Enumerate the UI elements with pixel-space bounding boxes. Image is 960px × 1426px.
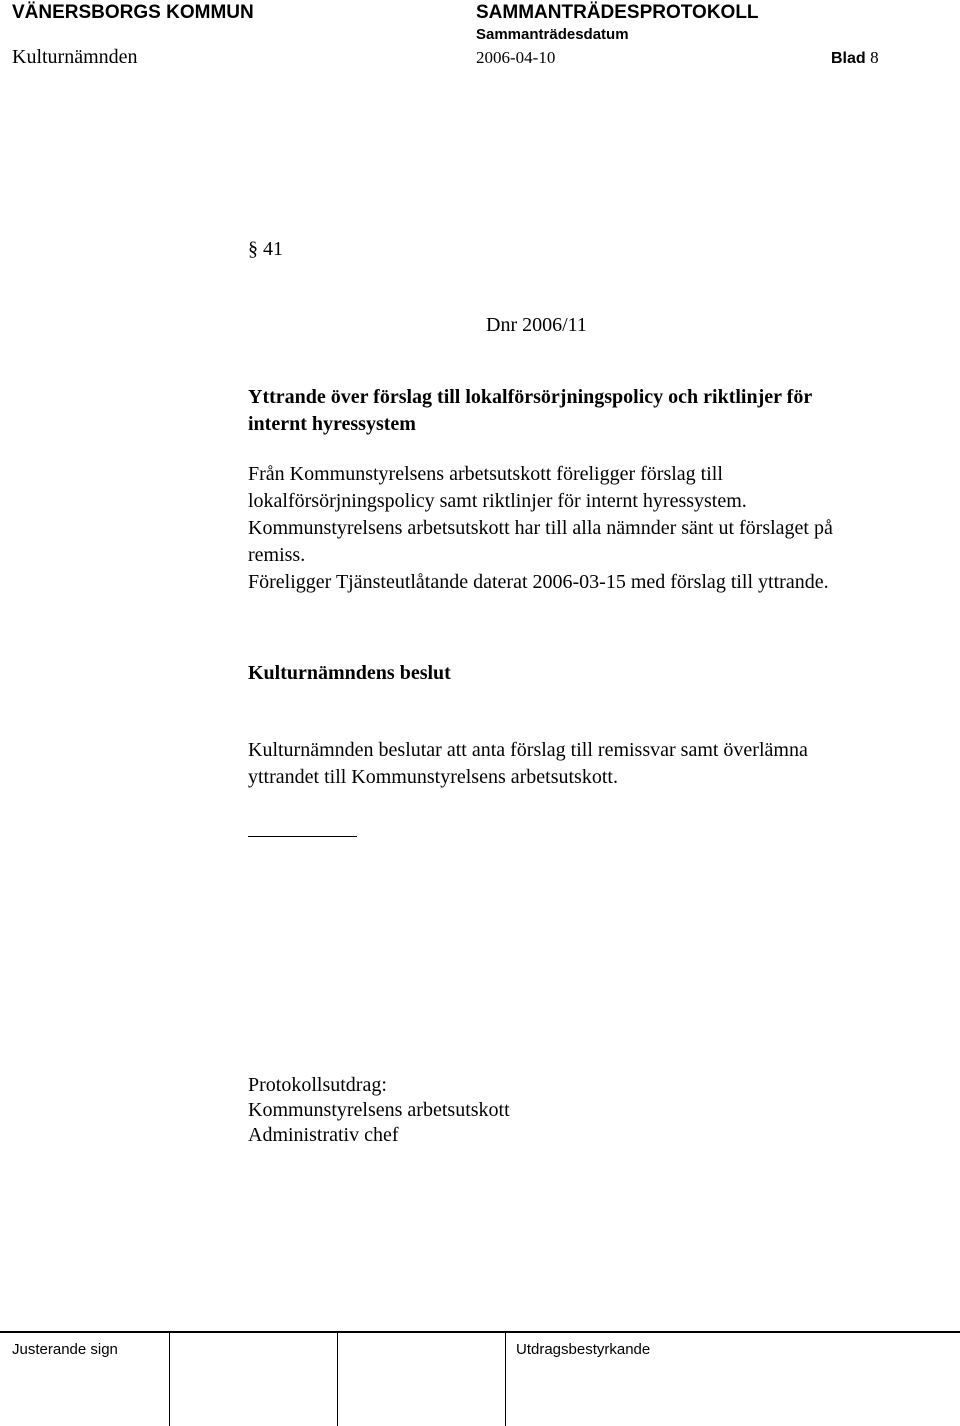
decision-text <box>248 737 908 791</box>
item-title-line: Yttrande över förslag till lokalförsörjningspolicy och riktlinjer för <box>248 386 813 408</box>
item-background <box>248 461 908 596</box>
sheet-indicator <box>831 48 879 68</box>
background-line: Föreligger Tjänsteutlåtande daterat 2006-03-15 med förslag till yttrande. <box>248 571 829 593</box>
paragraph-number: § 41 <box>248 238 283 260</box>
committee-name: Kulturnämnden <box>12 46 138 68</box>
protocol-extract <box>248 1073 748 1148</box>
section-divider <box>248 836 357 837</box>
adjuster-sign-label: Justerande sign <box>12 1341 118 1358</box>
background-line: remiss. <box>248 544 306 566</box>
meeting-date: 2006-04-10 <box>476 48 556 67</box>
item-title-line: internt hyressystem <box>248 413 416 435</box>
footer-border <box>0 1331 960 1333</box>
sheet-number: 8 <box>870 48 879 67</box>
decision-line: yttrandet till Kommunstyrelsens arbetsutskott. <box>248 766 618 788</box>
organization-name: VÄNERSBORGS KOMMUN <box>12 2 254 23</box>
background-line: lokalförsörjningspolicy samt riktlinjer för internt hyressystem. <box>248 490 747 512</box>
footer-cell-divider <box>169 1332 170 1426</box>
meeting-date-label: Sammanträdesdatum <box>476 26 629 43</box>
document-type: SAMMANTRÄDESPROTOKOLL <box>476 2 759 23</box>
extract-line: Protokollsutdrag: <box>248 1074 387 1096</box>
footer-cell-divider <box>337 1332 338 1426</box>
decision-line: Kulturnämnden beslutar att anta förslag till remissvar samt överlämna <box>248 739 808 761</box>
item-title <box>248 384 888 438</box>
footer-cell-divider <box>505 1332 506 1426</box>
decision-heading: Kulturnämndens beslut <box>248 662 451 684</box>
background-line: Från Kommunstyrelsens arbetsutskott föreligger förslag till <box>248 463 723 485</box>
diary-number: Dnr 2006/11 <box>486 314 587 336</box>
extract-line: Kommunstyrelsens arbetsutskott <box>248 1099 510 1121</box>
sheet-label: Blad <box>831 50 866 67</box>
background-line: Kommunstyrelsens arbetsutskott har till alla nämnder sänt ut förslaget på <box>248 517 833 539</box>
extract-certification-label: Utdragsbestyrkande <box>516 1341 651 1358</box>
extract-line: Administrativ chef <box>248 1124 399 1146</box>
